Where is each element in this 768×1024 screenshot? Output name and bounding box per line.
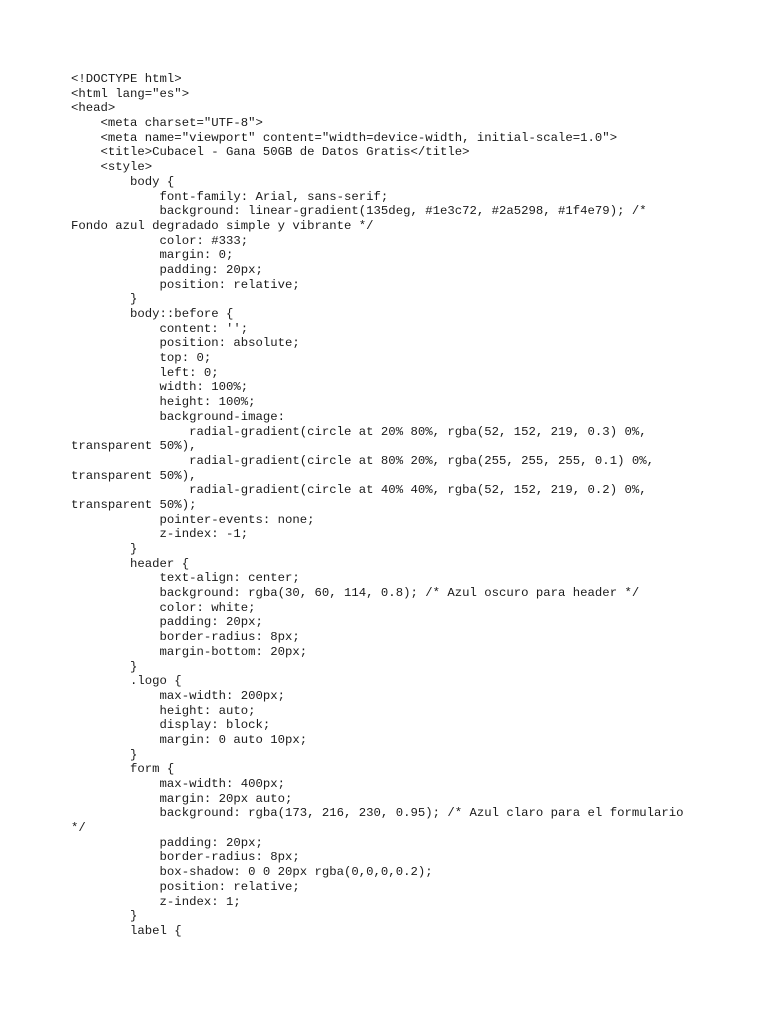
code-line: Fondo azul degradado simple y vibrante */ — [71, 218, 374, 233]
code-line: top: 0; — [71, 351, 212, 366]
code-line: z-index: -1; — [71, 527, 249, 542]
code-line: background: linear-gradient(135deg, #1e3c72, #2a5298, #1f4e79); /* — [71, 204, 647, 219]
code-line: <title>Cubacel - Gana 50GB de Datos Gratis</title> — [71, 145, 470, 160]
code-line: <!DOCTYPE html> — [71, 72, 182, 86]
code-line: max-width: 200px; — [71, 688, 286, 703]
document-page — [71, 72, 751, 939]
code-line: } — [71, 747, 138, 762]
code-line: max-width: 400px; — [71, 777, 286, 791]
code-line: padding: 20px; — [71, 615, 263, 630]
code-line: content: ''; — [71, 321, 249, 336]
code-line: <meta name="viewport" content="width=device-width, initial-scale=1.0"> — [71, 130, 618, 145]
code-line: border-radius: 8px; — [71, 630, 300, 645]
code-line: z-index: 1; — [71, 894, 241, 909]
code-line: pointer-events: none; — [71, 512, 315, 527]
code-line: body { — [71, 174, 175, 189]
code-line: label { — [71, 923, 182, 938]
code-line: transparent 50%); — [71, 497, 197, 512]
code-line: border-radius: 8px; — [71, 850, 300, 865]
code-line: padding: 20px; — [71, 835, 263, 850]
code-line: margin-bottom: 20px; — [71, 644, 308, 659]
code-line: left: 0; — [71, 365, 219, 380]
code-line: } — [71, 292, 138, 307]
code-line: color: #333; — [71, 233, 249, 248]
code-line: font-family: Arial, sans-serif; — [71, 189, 389, 204]
code-line: .logo { — [71, 674, 182, 689]
code-line: */ — [71, 821, 86, 836]
code-line: color: white; — [71, 600, 256, 615]
code-line: <meta charset="UTF-8"> — [71, 116, 263, 131]
code-line: } — [71, 659, 138, 674]
code-line: width: 100%; — [71, 380, 249, 395]
code-line: background: rgba(30, 60, 114, 0.8); /* Azul oscuro para header */ — [71, 586, 640, 601]
code-line: <head> — [71, 101, 116, 116]
code-line: header { — [71, 556, 190, 571]
code-line: position: absolute; — [71, 336, 300, 351]
code-line: display: block; — [71, 718, 271, 733]
code-line: <style> — [71, 160, 153, 175]
code-line: transparent 50%), — [71, 468, 197, 483]
code-line: <html lang="es"> — [71, 86, 190, 101]
code-line: margin: 0; — [71, 248, 234, 263]
code-line: margin: 20px auto; — [71, 791, 293, 806]
code-line: height: auto; — [71, 703, 256, 718]
code-line: radial-gradient(circle at 20% 80%, rgba(52, 152, 219, 0.3) 0%, — [71, 424, 647, 439]
code-line: radial-gradient(circle at 80% 20%, rgba(255, 255, 255, 0.1) 0%, — [71, 453, 654, 468]
code-line: box-shadow: 0 0 20px rgba(0,0,0,0.2); — [71, 865, 433, 880]
code-line: body::before { — [71, 307, 234, 321]
code-line: radial-gradient(circle at 40% 40%, rgba(52, 152, 219, 0.2) 0%, — [71, 483, 647, 498]
code-line: } — [71, 542, 138, 556]
code-line: padding: 20px; — [71, 262, 263, 277]
code-line: } — [71, 909, 138, 924]
code-line: background: rgba(173, 216, 230, 0.95); /* Azul claro para el formulario — [71, 806, 684, 821]
code-line: form { — [71, 762, 175, 777]
code-line: background-image: — [71, 409, 286, 424]
code-line: position: relative; — [71, 277, 300, 292]
code-line: margin: 0 auto 10px; — [71, 732, 308, 747]
code-line: transparent 50%), — [71, 439, 197, 454]
code-line: position: relative; — [71, 879, 300, 894]
code-line: text-align: center; — [71, 571, 300, 586]
code-line: height: 100%; — [71, 395, 256, 410]
